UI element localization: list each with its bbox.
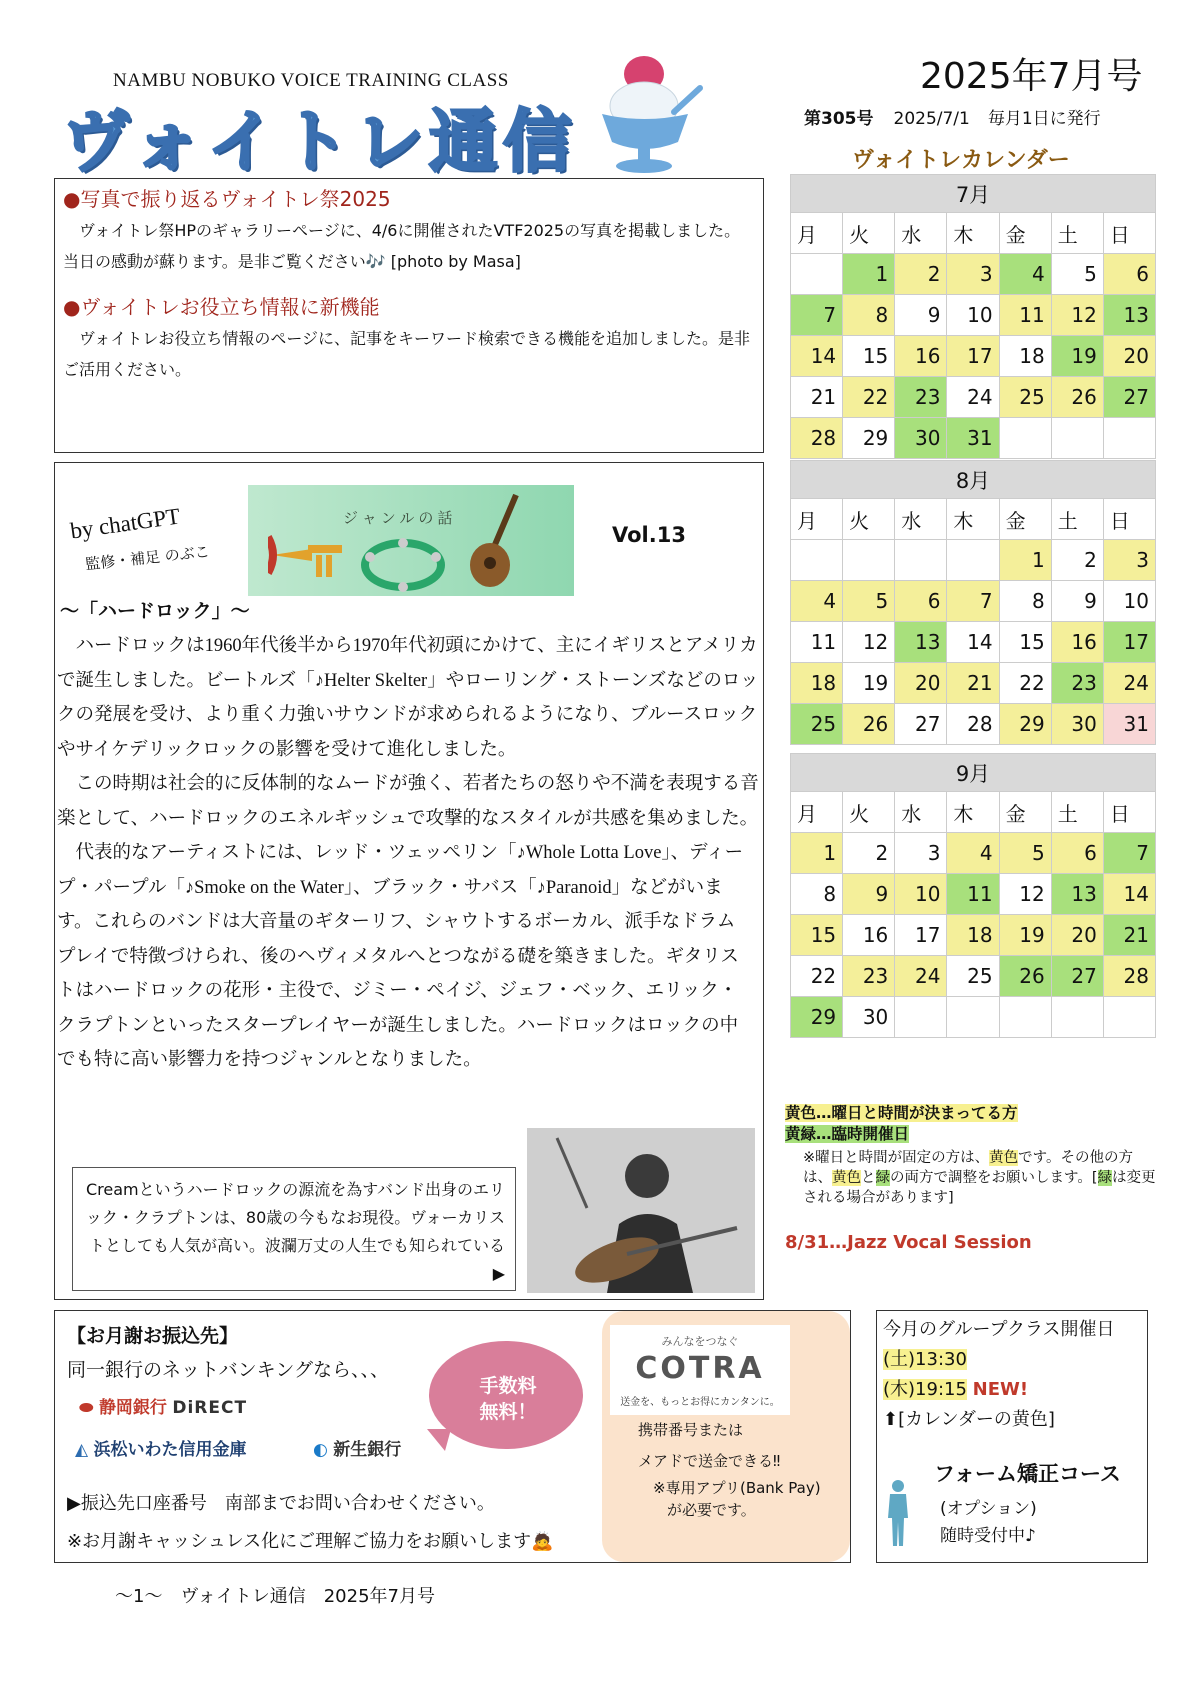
calendar-day: 4 xyxy=(999,254,1051,295)
calendar-day xyxy=(843,540,895,581)
calendar-day: 22 xyxy=(999,663,1051,704)
calendar-day: 14 xyxy=(791,336,843,377)
payment-netbanking-line: 同一銀行のネットバンキングなら、、、 xyxy=(67,1359,390,1381)
calendar-day: 14 xyxy=(947,622,999,663)
issue-number: 第305号 xyxy=(804,109,874,129)
weekday-header: 火 xyxy=(843,499,895,540)
weekday-header: 火 xyxy=(843,213,895,254)
legend-note-green: 緑 xyxy=(1097,1170,1112,1186)
calendar-day: 19 xyxy=(843,663,895,704)
legend-note-yellow: 黄色 xyxy=(832,1170,861,1186)
weekday-header: 金 xyxy=(999,213,1051,254)
page-footer: 〜1〜 ヴォイトレ通信 2025年7月号 xyxy=(115,1586,435,1607)
calendar-day xyxy=(895,540,947,581)
calendar-day xyxy=(947,997,999,1038)
calendar-day: 10 xyxy=(895,874,947,915)
news-body-1 xyxy=(63,215,755,277)
calendar-day: 18 xyxy=(947,915,999,956)
calendar-day: 2 xyxy=(895,254,947,295)
legend-green: 黄緑…臨時開催日 xyxy=(785,1125,910,1143)
payment-title: 【お月謝お振込先】 xyxy=(67,1325,239,1347)
calendar-day: 17 xyxy=(947,336,999,377)
calendar-day: 3 xyxy=(1103,540,1155,581)
payment-cashless-note xyxy=(67,1527,554,1553)
calendar-day: 12 xyxy=(843,622,895,663)
calendar-august xyxy=(790,460,1156,745)
weekday-header: 土 xyxy=(1051,499,1103,540)
legend-note-text: です。その他の方は、 xyxy=(803,1150,1133,1186)
legend-yellow: 黄色…曜日と時間が決まってる方 xyxy=(785,1104,1018,1122)
cashless-text: ※お月謝キャッシュレス化にご理解ご協力をお願いします xyxy=(67,1531,532,1552)
calendar-day: 26 xyxy=(999,956,1051,997)
cotra-app-note xyxy=(653,1477,821,1521)
calendar-day: 22 xyxy=(791,956,843,997)
calendar-day: 24 xyxy=(1103,663,1155,704)
calendar-day: 26 xyxy=(843,704,895,745)
weekday-header: 金 xyxy=(999,792,1051,833)
genre-banner xyxy=(248,485,574,596)
news-body-text-2: ヴォイトレお役立ち情報のページに、記事をキーワード検索できる機能を追加しました。是非ご活用ください。 xyxy=(63,329,751,379)
cotra-tagline: みんなをつなぐ xyxy=(661,1335,739,1348)
calendar-day: 21 xyxy=(791,377,843,418)
calendar-day: 7 xyxy=(1103,833,1155,874)
calendar-day: 19 xyxy=(1051,336,1103,377)
calendar-day: 20 xyxy=(1051,915,1103,956)
calendar-day: 16 xyxy=(1051,622,1103,663)
bubble-tail xyxy=(427,1429,451,1451)
calendar-day: 25 xyxy=(947,956,999,997)
article-byline: by chatGPT xyxy=(68,503,182,544)
calendar-day: 28 xyxy=(1103,956,1155,997)
cotra-line-2: メアドで送金できる‼ xyxy=(638,1452,781,1470)
calendar-day: 29 xyxy=(999,704,1051,745)
calendar-day xyxy=(947,540,999,581)
weekday-header: 木 xyxy=(947,499,999,540)
calendar-day: 1 xyxy=(791,833,843,874)
calendar-day: 6 xyxy=(895,581,947,622)
legend-note-text: の両方で調整をお願いします。[ xyxy=(890,1170,1098,1186)
calendar-day: 10 xyxy=(947,295,999,336)
calendar-day: 12 xyxy=(999,874,1051,915)
course-option-label: (オプション) xyxy=(940,1499,1037,1519)
news-body-text-1: ヴォイトレ祭HPのギャラリーページに、4/6に開催されたVTF2025の写真を掲載しました。当日の感動が蘇ります。是非ご覧ください🎶 [photo by Masa] xyxy=(63,221,741,271)
calendar-day: 16 xyxy=(895,336,947,377)
calendar-day: 31 xyxy=(947,418,999,459)
calendar-day: 22 xyxy=(843,377,895,418)
calendar-day: 20 xyxy=(895,663,947,704)
cotra-subtitle: 送金を、もっとお得にカンタンに。 xyxy=(620,1397,780,1408)
calendar-day: 12 xyxy=(1051,295,1103,336)
hamamatsu-iwata-name: 浜松いわた信用金庫 xyxy=(93,1440,247,1460)
issue-meta xyxy=(804,104,1101,129)
cotra-name: COTRA xyxy=(635,1351,765,1386)
cotra-description xyxy=(638,1415,780,1477)
weekday-header: 火 xyxy=(843,792,895,833)
calendar-day: 4 xyxy=(947,833,999,874)
calendar-day: 18 xyxy=(791,663,843,704)
article-paragraph: ハードロックは1960年代後半から1970年代初頭にかけて、主にイギリスとアメリカで誕生しました。ビートルズ「♪Helter Skelter」やローリング・ストーンズなどのロックの発展を受け、より重く力強いサウンドが求められるようになり、ブルースロックやサイケデリックロックの影響を受けて進化しました。 xyxy=(57,636,759,760)
news-body-2 xyxy=(63,323,755,385)
calendar-day: 8 xyxy=(843,295,895,336)
legend-note xyxy=(785,1148,1158,1208)
calendar-day: 15 xyxy=(999,622,1051,663)
bowing-icon: 🙇 xyxy=(531,1531,554,1552)
calendar-day: 17 xyxy=(1103,622,1155,663)
calendar-month-header: 8月 xyxy=(791,461,1156,499)
article-body xyxy=(57,629,759,1078)
course-open-note: 随時受付中♪ xyxy=(940,1526,1036,1546)
calendar-day xyxy=(1051,997,1103,1038)
calendar-day: 6 xyxy=(1103,254,1155,295)
calendar-day: 30 xyxy=(1051,704,1103,745)
legend-note-text: は変更される場合があります] xyxy=(803,1170,1156,1206)
cotra-note-2: が必要です。 xyxy=(667,1501,756,1519)
tambourine-icon xyxy=(358,535,448,595)
shizuoka-bank-name: 静岡銀行 xyxy=(98,1398,167,1418)
calendar-day xyxy=(895,997,947,1038)
weekday-header: 月 xyxy=(791,792,843,833)
issue-date: 2025/7/1 xyxy=(893,109,970,129)
group-class-title: 今月のグループクラス開催日 xyxy=(883,1319,1115,1340)
calendar-day: 15 xyxy=(791,915,843,956)
calendar-day: 9 xyxy=(895,295,947,336)
calendar-day: 21 xyxy=(1103,915,1155,956)
article-paragraph: 代表的なアーティストには、レッド・ツェッペリン「♪Whole Lotta Love」、ディープ・パープル「♪Smoke on the Water」、ブラック・サバス「♪Paranoid」などがいます。これらのバンドは大音量のギターリフ、シャウトするボーカル、派手なドラムプレイで特徴づけられ、後のヘヴィメタルへとつながる礎を築きました。ギタリストはハードロックの花形・主役で、ジミー・ペイジ、ジェフ・ベック、エリック・クラプトンといったスタープレイヤーが誕生しました。ハードロックはロックの中でも特に高い影響力を持つジャンルとなりました。 xyxy=(57,843,744,1070)
issue-schedule: 毎月1日に発行 xyxy=(987,109,1101,129)
legend-note-text: と xyxy=(861,1170,876,1186)
article-supervised: 監修・補足 のぶこ xyxy=(84,542,211,574)
news-heading-2: ●ヴォイトレお役立ち情報に新機能 xyxy=(63,295,380,319)
calendar-day: 7 xyxy=(947,581,999,622)
weekday-header: 月 xyxy=(791,213,843,254)
calendar-day: 27 xyxy=(895,704,947,745)
calendar-day: 9 xyxy=(843,874,895,915)
weekday-header: 水 xyxy=(895,792,947,833)
shinsei-bank-logo: ◐ 新生銀行 xyxy=(313,1440,402,1460)
weekday-header: 日 xyxy=(1103,213,1155,254)
calendar-july xyxy=(790,174,1156,459)
calendar-day: 4 xyxy=(791,581,843,622)
calendar-day: 8 xyxy=(791,874,843,915)
calendar-legend xyxy=(785,1103,1158,1208)
calendar-day: 7 xyxy=(791,295,843,336)
calendar-day: 31 xyxy=(1103,704,1155,745)
calendar-day xyxy=(1051,418,1103,459)
jazz-session-note: 8/31…Jazz Vocal Session xyxy=(785,1232,1032,1253)
calendar-day xyxy=(791,254,843,295)
article-paragraph: この時期は社会的に反体制的なムードが強く、若者たちの怒りや不満を表現する音楽として、ハードロックのエネルギッシュで攻撃的なスタイルが共感を集めました。 xyxy=(57,774,759,829)
ukulele-icon xyxy=(466,491,536,591)
legend-note-text: ※曜日と時間が固定の方は、 xyxy=(803,1150,990,1166)
weekday-header: 水 xyxy=(895,213,947,254)
calendar-day: 9 xyxy=(1051,581,1103,622)
calendar-day: 5 xyxy=(999,833,1051,874)
calendar-day: 13 xyxy=(1051,874,1103,915)
genre-banner-label: ジャンルの話 xyxy=(343,509,457,527)
calendar-day: 23 xyxy=(895,377,947,418)
article-box xyxy=(54,462,764,1300)
calendar-day: 11 xyxy=(791,622,843,663)
calendar-day: 11 xyxy=(999,295,1051,336)
calendar-day: 11 xyxy=(947,874,999,915)
calendar-day: 25 xyxy=(999,377,1051,418)
calendar-day: 29 xyxy=(791,997,843,1038)
calendar-day: 2 xyxy=(843,833,895,874)
calendar-day: 13 xyxy=(1103,295,1155,336)
calendar-day: 6 xyxy=(1051,833,1103,874)
calendar-day: 30 xyxy=(895,418,947,459)
shizuoka-bank-logo: ⬬ 静岡銀行 DiRECT xyxy=(79,1398,248,1418)
calendar-day: 3 xyxy=(895,833,947,874)
article-heading: 〜「ハードロック」〜 xyxy=(60,600,250,622)
news-box xyxy=(54,178,764,453)
new-badge: NEW! xyxy=(972,1379,1029,1400)
payment-box xyxy=(54,1310,851,1563)
photo-caption: Creamというハードロックの源流を為すバンド出身のエリック・クラプトンは、80歳の今もなお現役。ヴォーカリストとしても人気が高い。波瀾万丈の人生でも知られている▶ xyxy=(72,1167,516,1291)
calendar-day: 10 xyxy=(1103,581,1155,622)
calendar-day xyxy=(999,997,1051,1038)
weekday-header: 木 xyxy=(947,792,999,833)
payment-account-note: ▶振込先口座番号 南部までお問い合わせください。 xyxy=(67,1493,495,1514)
weekday-header: 金 xyxy=(999,499,1051,540)
group-class-sat: (土)13:30 xyxy=(883,1349,967,1370)
calendar-day xyxy=(1103,418,1155,459)
calendar-day: 3 xyxy=(947,254,999,295)
legend-note-green: 緑 xyxy=(875,1170,890,1186)
calendar-month-header: 7月 xyxy=(791,175,1156,213)
cotra-line-1: 携帯番号または xyxy=(638,1421,744,1439)
cotra-logo xyxy=(610,1325,790,1415)
weekday-header: 月 xyxy=(791,499,843,540)
calendar-day: 19 xyxy=(999,915,1051,956)
eric-clapton-photo xyxy=(527,1128,755,1293)
calendar-day: 25 xyxy=(791,704,843,745)
calendar-day: 21 xyxy=(947,663,999,704)
calendar-day: 17 xyxy=(895,915,947,956)
calendar-day: 24 xyxy=(895,956,947,997)
newsletter-logo-title: ヴォイトレ通信 xyxy=(62,103,578,182)
weekday-header: 日 xyxy=(1103,499,1155,540)
calendar-title: ヴォイトレカレンダー xyxy=(848,143,1074,178)
cotra-note-1: ※専用アプリ(Bank Pay) xyxy=(653,1479,821,1497)
direct-label: DiRECT xyxy=(172,1398,248,1418)
article-volume: Vol.13 xyxy=(612,523,686,547)
calendar-day: 20 xyxy=(1103,336,1155,377)
hamamatsu-iwata-logo: ◭ 浜松いわた信用金庫 xyxy=(75,1440,247,1460)
trumpet-icon xyxy=(268,515,348,587)
calendar-day: 23 xyxy=(843,956,895,997)
shinsei-bank-name: 新生銀行 xyxy=(333,1440,402,1460)
calendar-day: 5 xyxy=(843,581,895,622)
calendar-day: 30 xyxy=(843,997,895,1038)
form-correction-course-title: フォーム矯正コース xyxy=(934,1462,1121,1486)
calendar-day: 26 xyxy=(1051,377,1103,418)
calendar-day: 1 xyxy=(999,540,1051,581)
legend-note-yellow: 黄色 xyxy=(989,1150,1019,1166)
weekday-header: 木 xyxy=(947,213,999,254)
calendar-day: 14 xyxy=(1103,874,1155,915)
calendar-day: 28 xyxy=(791,418,843,459)
guitarist-image xyxy=(527,1128,755,1293)
calendar-day: 15 xyxy=(843,336,895,377)
calendar-day: 27 xyxy=(1051,956,1103,997)
weekday-header: 日 xyxy=(1103,792,1155,833)
calendar-day: 16 xyxy=(843,915,895,956)
calendar-day: 24 xyxy=(947,377,999,418)
shaved-ice-icon xyxy=(592,52,712,178)
weekday-header: 土 xyxy=(1051,213,1103,254)
group-class-thu: (木)19:15 xyxy=(883,1379,967,1400)
calendar-day: 8 xyxy=(999,581,1051,622)
group-class-note: ⬆[カレンダーの黄色] xyxy=(883,1409,1055,1430)
news-heading-1: ●写真で振り返るヴォイトレ祭2025 xyxy=(63,187,391,211)
calendar-day: 28 xyxy=(947,704,999,745)
calendar-day: 5 xyxy=(1051,254,1103,295)
person-figure-icon xyxy=(884,1478,912,1548)
calendar-day: 1 xyxy=(843,254,895,295)
calendar-day: 13 xyxy=(895,622,947,663)
fee-free-text: 手数料 無料！ xyxy=(479,1375,537,1423)
issue-title: 2025年7月号 xyxy=(920,56,1143,97)
calendar-september xyxy=(790,753,1156,1038)
calendar-day xyxy=(999,418,1051,459)
weekday-header: 土 xyxy=(1051,792,1103,833)
calendar-day xyxy=(1103,997,1155,1038)
calendar-day: 18 xyxy=(999,336,1051,377)
weekday-header: 水 xyxy=(895,499,947,540)
calendar-day: 2 xyxy=(1051,540,1103,581)
calendar-month-header: 9月 xyxy=(791,754,1156,792)
calendar-day: 27 xyxy=(1103,377,1155,418)
calendar-day: 29 xyxy=(843,418,895,459)
calendar-day: 23 xyxy=(1051,663,1103,704)
calendar-day xyxy=(791,540,843,581)
class-name: NAMBU NOBUKO VOICE TRAINING CLASS xyxy=(113,70,509,91)
